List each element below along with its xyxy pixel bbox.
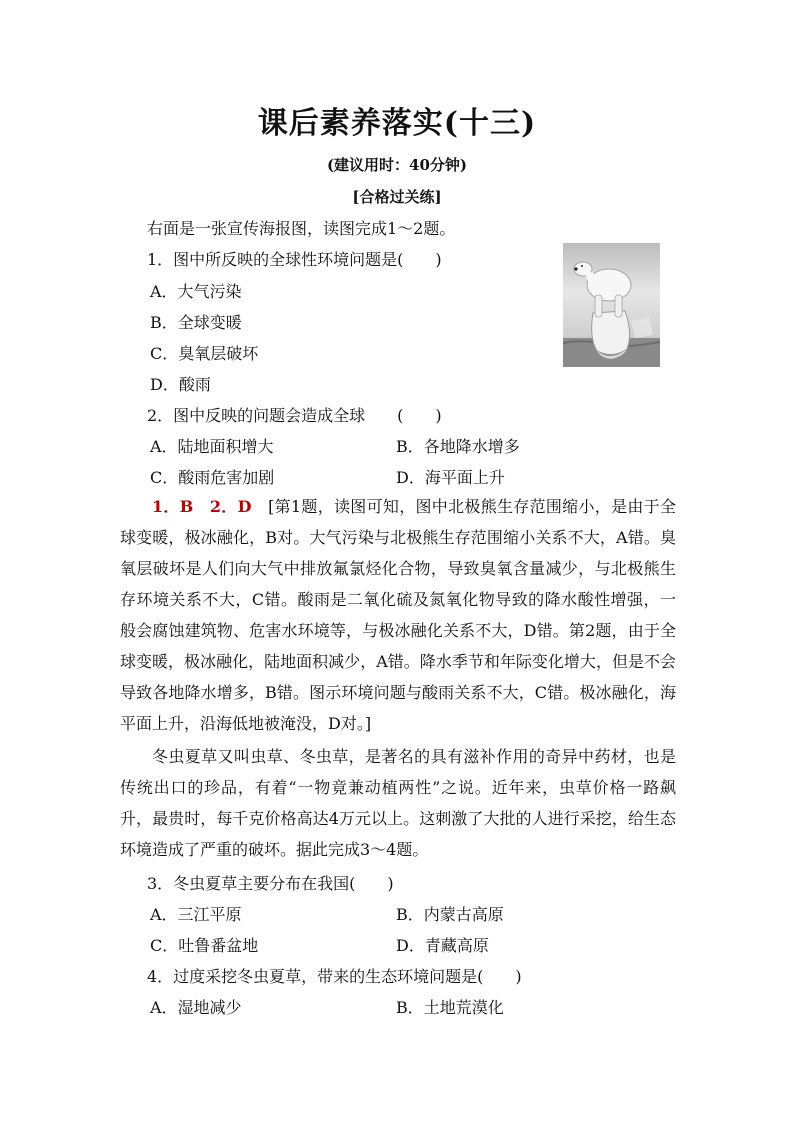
q1-option-a: A．大气污染	[150, 282, 242, 301]
q4-option-b: B．土地荒漠化	[396, 998, 504, 1017]
answer-12-explanation: [第1题，读图可知，图中北极熊生存范围缩小，是由于全球变暖，极冰融化，B对。大气污染与北极熊生存范围缩小关系不大，A错。臭氧层破坏是人们向大气中排放氟氯烃化合物，导致臭氧含量减少，与北极熊生存环境关系不大，C错。酸雨是二氧化硫及氮氧化物导致的降水酸性增强，一般会腐蚀建筑物、危害水环境等，与极冰融化关系不大，D错。第2题，由于全球变暖，极冰融化，陆地面积减少，A错。降水季节和年际变化增大，但是不会导致各地降水增多，B错。图示环境问题与酸雨关系不大，C错。极冰融化，海平面上升，沿海低地被淹没，D对。]	[120, 497, 676, 733]
q3-option-a: A．三江平原	[150, 905, 242, 924]
q2-stem: 2．图中反映的问题会造成全球 ( )	[147, 406, 442, 425]
q4-option-a: A．湿地减少	[150, 998, 242, 1017]
q1-stem: 1．图中所反映的全球性环境问题是( )	[147, 250, 442, 269]
q1-option-d: D．酸雨	[150, 375, 211, 394]
polar-bear-poster-image	[563, 243, 660, 367]
q2-option-d: D．海平面上升	[396, 468, 505, 487]
answer-12-key: 1．B 2．D	[152, 497, 252, 516]
intro-text: 右面是一张宣传海报图，读图完成1～2题。	[147, 219, 456, 238]
page-title: 课后素养落实(十三)	[257, 106, 537, 141]
q2-option-a: A．陆地面积增大	[150, 437, 274, 456]
answer-12-block	[120, 491, 676, 739]
q2-option-c: C．酸雨危害加剧	[150, 468, 275, 487]
polar-bear-illustration	[563, 243, 660, 367]
q4-stem: 4．过度采挖冬虫夏草，带来的生态环境问题是( )	[147, 967, 522, 986]
q2-option-b: B．各地降水增多	[396, 437, 520, 456]
q1-option-b: B．全球变暖	[150, 313, 242, 332]
q3-option-b: B．内蒙古高原	[396, 905, 504, 924]
q3-option-d: D．青藏高原	[396, 936, 489, 955]
section-heading: [合格过关练]	[352, 188, 442, 206]
q1-option-c: C．臭氧层破坏	[150, 344, 259, 363]
q3-stem: 3．冬虫夏草主要分布在我国( )	[147, 874, 394, 893]
passage-cordyceps: 冬虫夏草又叫虫草、冬虫草，是著名的具有滋补作用的奇异中药材，也是传统出口的珍品，有着“一物竟兼动植两性”之说。近年来，虫草价格一路飙升，最贵时，每千克价格高达4万元以上。这刺激了大批的人进行采挖，给生态环境造成了严重的破坏。据此完成3～4题。	[120, 747, 676, 859]
q3-option-c: C．吐鲁番盆地	[150, 936, 259, 955]
time-note: (建议用时：40分钟)	[326, 156, 468, 174]
